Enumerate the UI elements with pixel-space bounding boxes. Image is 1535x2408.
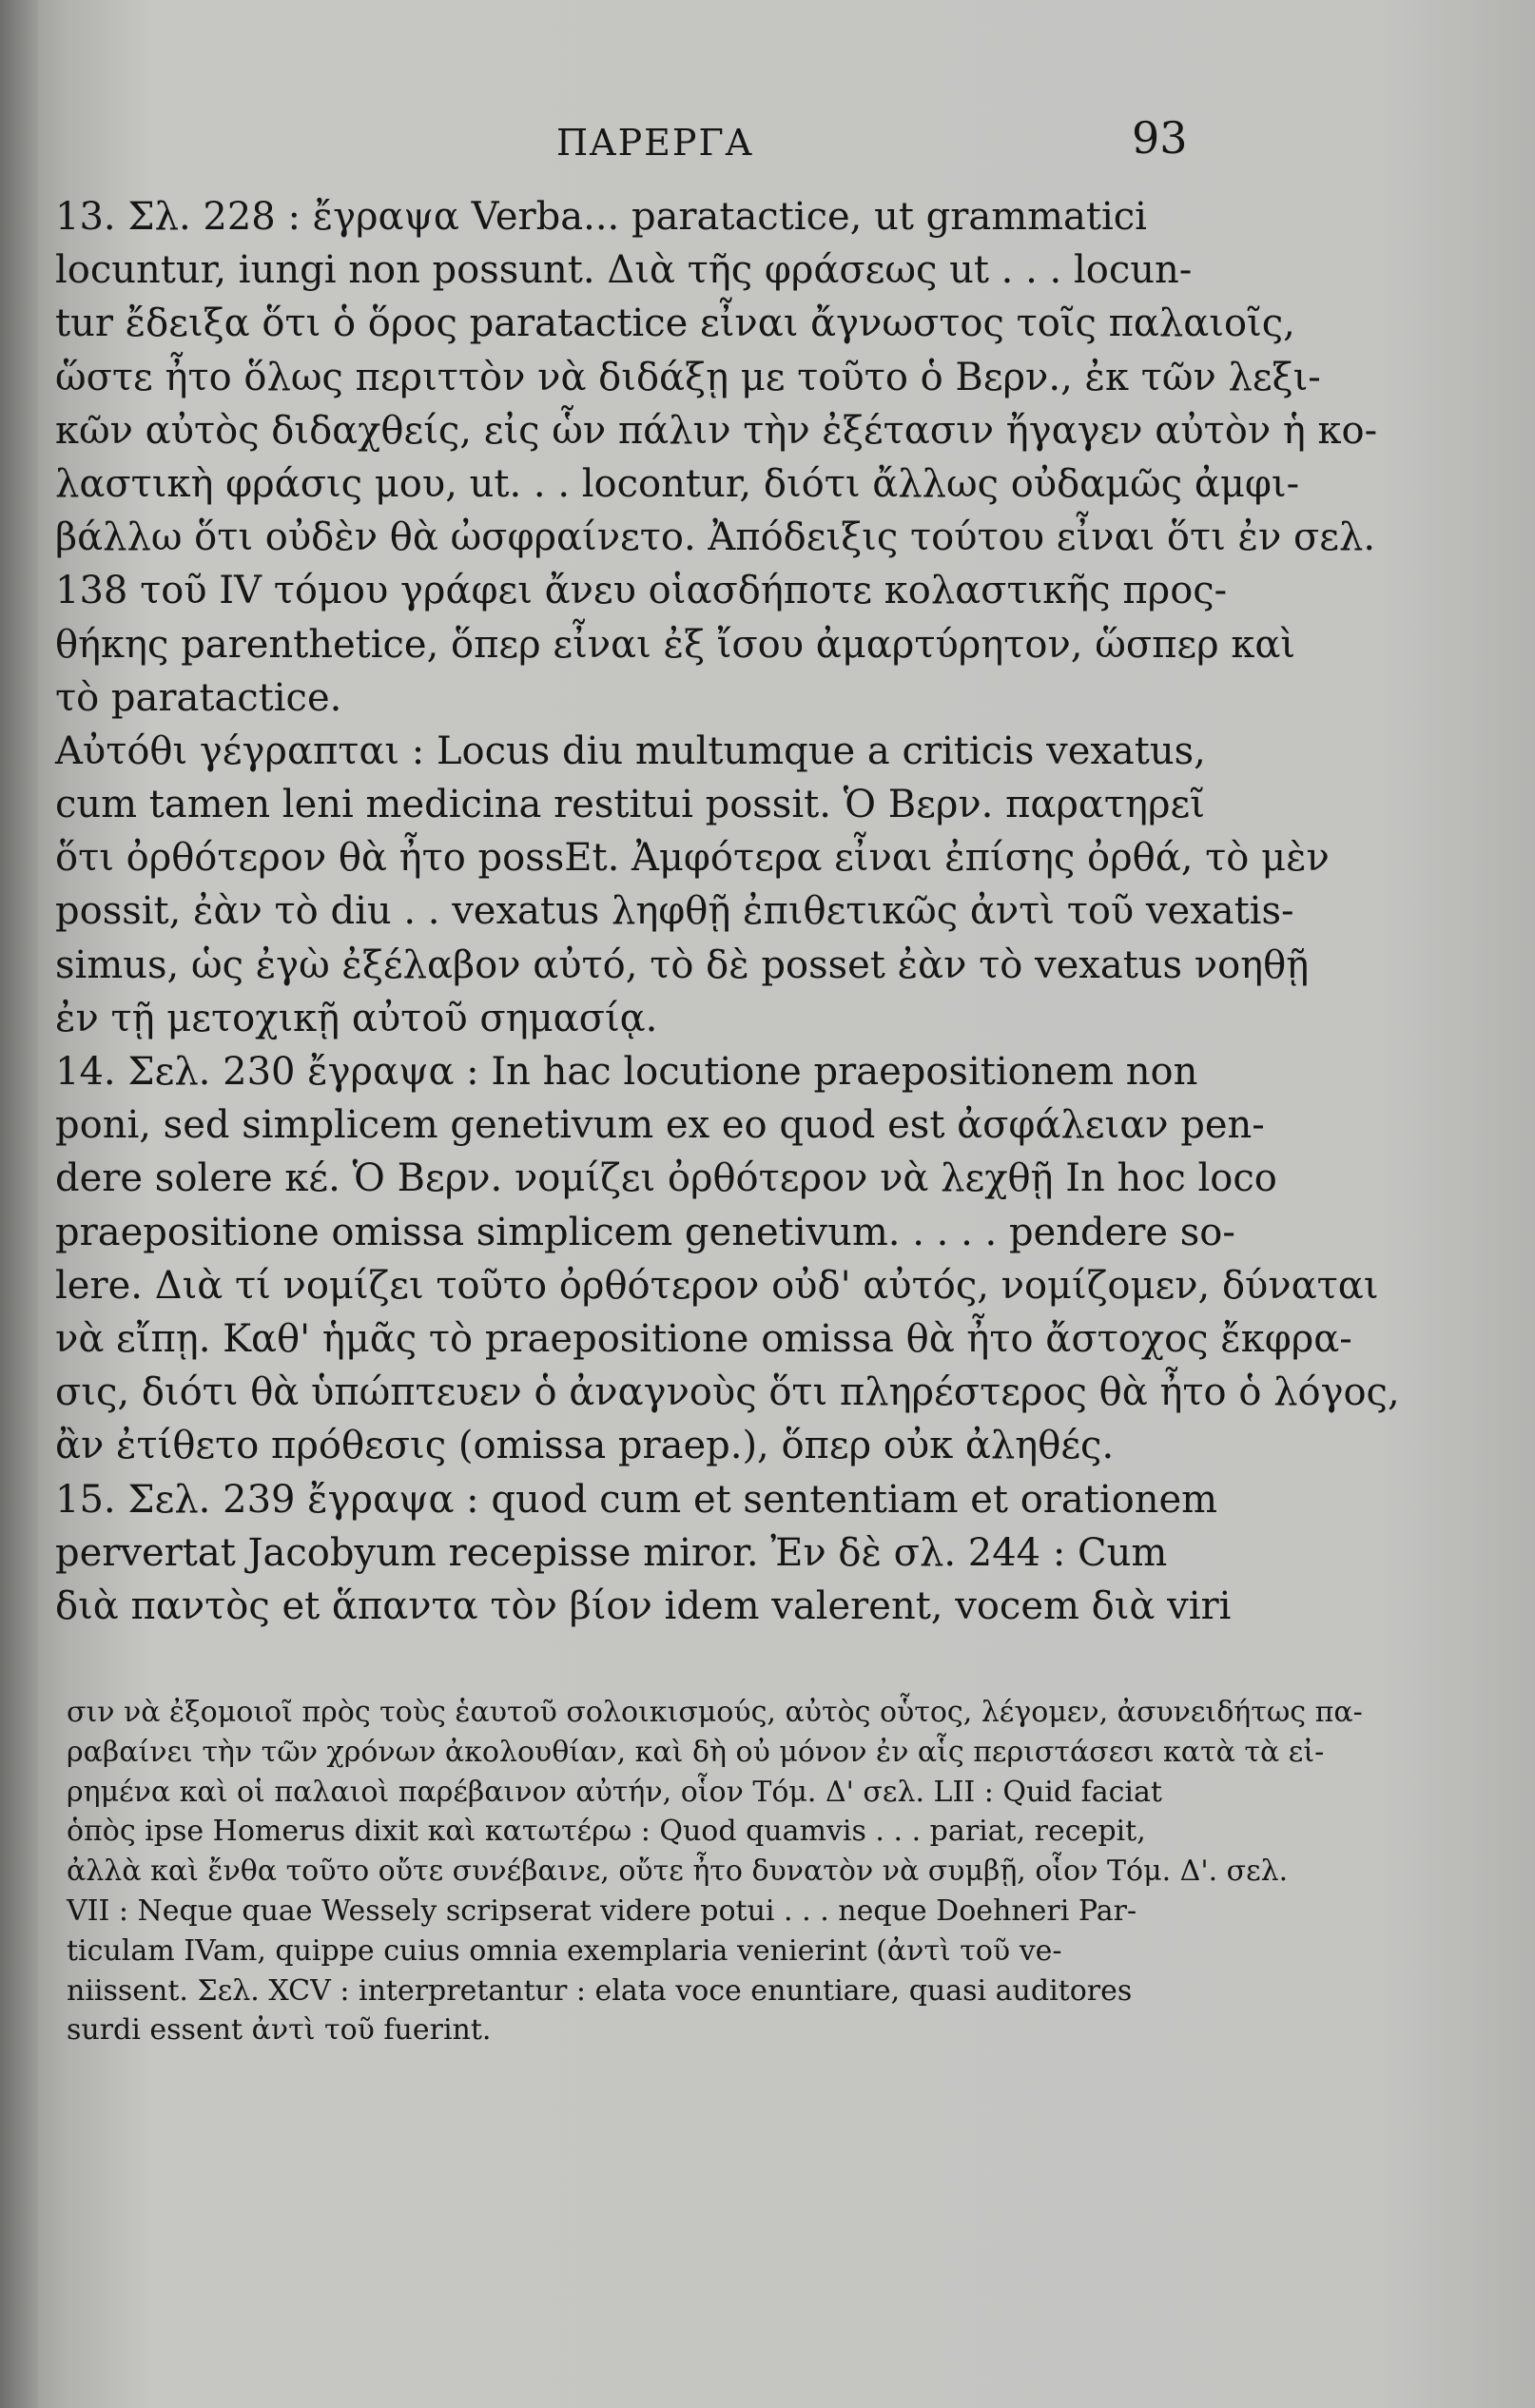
text-line: simus, ὡς ἐγὼ ἐξέλαβον αὐτό, τὸ δὲ posset ἐὰν τὸ vexatus νοηθῇ: [55, 942, 1310, 987]
text-line: τὸ paratactice.: [55, 675, 342, 720]
text-line: lere. Διὰ τί νομίζει τοῦτο ὀρθότερον οὐδ' αὐτός, νομίζομεν, δύναται: [55, 1263, 1379, 1308]
footnote-line: ὁπὸς ipse Homerus dixit καὶ κατωτέρω : Quod quamvis . . . pariat, recepit,: [67, 1815, 1146, 1849]
footnote-line: ἀλλὰ καὶ ἔνθα τοῦτο οὔτε συνέβαινε, οὔτε ἦτο δυνατὸν νὰ συμβῇ, οἷον Τόμ. Δ'. σελ.: [67, 1855, 1289, 1889]
text-line: 138 τοῦ IV τόμου γράφει ἄνευ οἱασδήποτε κολαστικῆς προς-: [55, 569, 1228, 613]
footnote-line: surdi essent ἀντὶ τοῦ fuerint.: [67, 2013, 492, 2048]
text-line: praepositione omissa simplicem genetivum. . . . . pendere so-: [55, 1210, 1235, 1254]
page-header: [0, 112, 1535, 179]
text-line: βάλλω ὅτι οὐδὲν θὰ ὠσφραίνετο. Ἀπόδειξις τούτου εἶναι ὅτι ἐν σελ.: [55, 515, 1376, 560]
footnote-line: niissent. Σελ. XCV : interpretantur : elata voce enuntiare, quasi auditores: [67, 1973, 1133, 2008]
text-line: 15. Σελ. 239 ἔγραψα : quod cum et sententiam et orationem: [55, 1477, 1218, 1522]
book-spine-shadow: [0, 0, 38, 2408]
text-line: Αὐτόθι γέγραπται : Locus diu multumque a criticis vexatus,: [55, 728, 1206, 773]
body-text: [55, 190, 1400, 1633]
text-line: 14. Σελ. 230 ἔγραψα : In hac locutione praepositionem non: [55, 1050, 1198, 1094]
text-line: poni, sed simplicem genetivum ex eo quod est ἀσφάλειαν pen-: [55, 1103, 1265, 1148]
text-line: dere solere κέ. Ὁ Βερν. νομίζει ὀρθότερον νὰ λεχθῇ In hoc loco: [55, 1156, 1277, 1201]
running-title: ΠΑΡΕΡΓΑ: [556, 122, 754, 164]
text-line: ἂν ἐτίθετο πρόθεσις (omissa praep.), ὅπερ οὐκ ἀληθές.: [55, 1424, 1115, 1468]
footnote-line: VII : Neque quae Wessely scripserat videre potui . . . neque Doehneri Par-: [67, 1893, 1137, 1928]
text-line: ὥστε ἦτο ὅλως περιττὸν νὰ διδάξῃ με τοῦτο ὁ Βερν., ἐκ τῶν λεξι-: [55, 355, 1321, 399]
text-line: σις, διότι θὰ ὑπώπτευεν ὁ ἀναγνοὺς ὅτι πληρέστερος θὰ ἦτο ὁ λόγος,: [55, 1370, 1400, 1415]
text-line: κῶν αὐτὸς διδαχθείς, εἰς ὧν πάλιν τὴν ἐξέτασιν ἤγαγεν αὐτὸν ἡ κο-: [55, 408, 1378, 453]
footnote-line: ραβαίνει τὴν τῶν χρόνων ἀκολουθίαν, καὶ δὴ οὐ μόνον ἐν αἷς περιστάσεσι κατὰ τὰ εἰ-: [67, 1735, 1325, 1769]
text-line: 13. Σλ. 228 : ἔγραψα Verba... paratactice, ut grammatici: [55, 195, 1147, 239]
text-line: possit, ἐὰν τὸ diu . . vexatus ληφθῇ ἐπιθετικῶς ἀντὶ τοῦ vexatis-: [55, 889, 1294, 934]
footnote-line: σιν νὰ ἐξομοιοῖ πρὸς τοὺς ἑαυτοῦ σολοικισμούς, αὐτὸς οὗτος, λέγομεν, ἀσυνειδήτως πα-: [67, 1696, 1363, 1729]
text-line: locuntur, iungi non possunt. Διὰ τῆς φράσεως ut . . . locun-: [55, 248, 1193, 293]
text-line: tur ἔδειξα ὅτι ὁ ὅρος paratactice εἶναι ἄγνωστος τοῖς παλαιοῖς,: [55, 301, 1295, 346]
footnote-line: ρημένα καὶ οἱ παλαιοὶ παρέβαινον αὐτήν, οἷον Τόμ. Δ' σελ. LII : Quid faciat: [67, 1775, 1162, 1809]
text-line: θήκης parenthetice, ὅπερ εἶναι ἐξ ἴσου ἀμαρτύρητον, ὥσπερ καὶ: [55, 622, 1296, 667]
footnote-line: ticulam IVam, quippe cuius omnia exemplaria venierint (ἀντὶ τοῦ ve-: [67, 1933, 1062, 1968]
text-line: λαστικὴ φράσις μου, ut. . . locontur, διότι ἄλλως οὐδαμῶς ἀμφι-: [55, 461, 1300, 506]
text-line: cum tamen leni medicina restitui possit. Ὁ Βερν. παρατηρεῖ: [55, 783, 1205, 827]
text-line: pervertat Jacobyum recepisse miror. Ἐν δὲ σλ. 244 : Cum: [55, 1530, 1168, 1575]
text-line: νὰ εἴπῃ. Καθ' ἡμᾶς τὸ praepositione omissa θὰ ἦτο ἄστοχος ἔκφρα-: [55, 1316, 1352, 1361]
text-line: διὰ παντὸς et ἅπαντα τὸν βίον idem valerent, vocem διὰ viri: [55, 1583, 1232, 1628]
text-line: ὅτι ὀρθότερον θὰ ἦτο possEt. Ἀμφότερα εἶναι ἐπίσης ὀρθά, τὸ μὲν: [55, 836, 1330, 881]
page-number: 93: [1132, 112, 1188, 164]
text-line: ἐν τῇ μετοχικῇ αὐτοῦ σημασίᾳ.: [55, 996, 658, 1040]
footnotes: [67, 1693, 1363, 2050]
